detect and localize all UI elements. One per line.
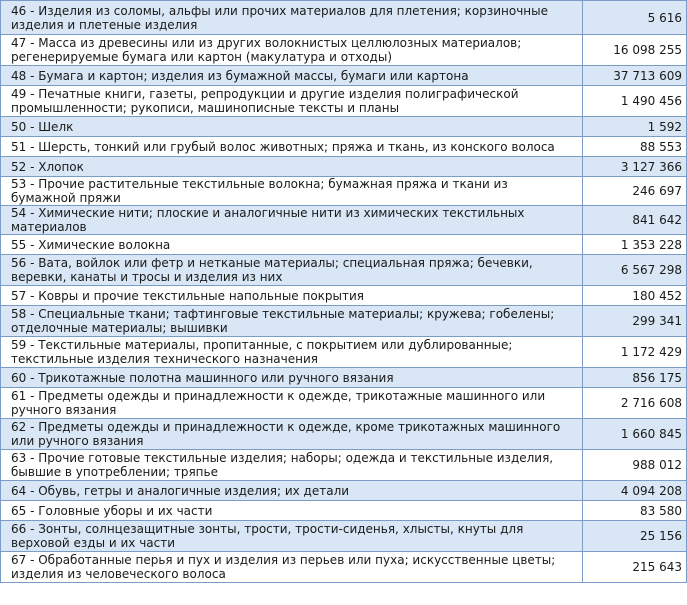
row-value-cell: 25 156 <box>583 521 687 552</box>
table-row <box>1 235 687 255</box>
row-name-cell: 58 - Специальные ткани; тафтинговые текстильные материалы; кружева; гобелены; отделочные материалы; вышивки <box>1 306 583 337</box>
row-name-cell: 49 - Печатные книги, газеты, репродукции и другие изделия полиграфической промышленности; рукописи, машинописные тексты и планы <box>1 86 583 117</box>
table-row <box>1 117 687 137</box>
table-row <box>1 137 687 157</box>
row-value-cell: 37 713 609 <box>583 66 687 86</box>
row-value-cell: 4 094 208 <box>583 481 687 501</box>
row-name-cell: 64 - Обувь, гетры и аналогичные изделия; их детали <box>1 481 583 501</box>
row-name-cell: 61 - Предметы одежды и принадлежности к одежде, трикотажные машинного или ручного вязания <box>1 388 583 419</box>
table-row <box>1 388 687 419</box>
row-name-cell: 62 - Предметы одежды и принадлежности к одежде, кроме трикотажных машинного или ручного вязания <box>1 419 583 450</box>
table-row <box>1 35 687 66</box>
table-row <box>1 1 687 35</box>
row-value-cell: 1 353 228 <box>583 235 687 255</box>
row-value-cell: 5 616 <box>583 1 687 35</box>
row-value-cell: 299 341 <box>583 306 687 337</box>
table-row <box>1 501 687 521</box>
row-name-cell: 59 - Текстильные материалы, пропитанные, с покрытием или дублированные; текстильные изделия технического назначения <box>1 337 583 368</box>
row-name-cell: 67 - Обработанные перья и пух и изделия из перьев или пуха; искусственные цветы; изделия из человеческого волоса <box>1 552 583 583</box>
table-row <box>1 306 687 337</box>
row-value-cell: 88 553 <box>583 137 687 157</box>
row-name-cell: 66 - Зонты, солнцезащитные зонты, трости, трости-сиденья, хлысты, кнуты для верховой езды и их части <box>1 521 583 552</box>
row-value-cell: 180 452 <box>583 286 687 306</box>
row-value-cell: 16 098 255 <box>583 35 687 66</box>
row-value-cell: 841 642 <box>583 206 687 235</box>
row-name-cell: 47 - Масса из древесины или из других волокнистых целлюлозных материалов; регенерируемые бумага или картон (макулатура и отходы) <box>1 35 583 66</box>
table-row <box>1 177 687 206</box>
row-name-cell: 65 - Головные уборы и их части <box>1 501 583 521</box>
table-row <box>1 286 687 306</box>
row-name-cell: 48 - Бумага и картон; изделия из бумажной массы, бумаги или картона <box>1 66 583 86</box>
table-row <box>1 552 687 583</box>
row-name-cell: 63 - Прочие готовые текстильные изделия; наборы; одежда и текстильные изделия, бывшие в употреблении; тряпье <box>1 450 583 481</box>
table-row <box>1 450 687 481</box>
table-row <box>1 368 687 388</box>
row-value-cell: 1 172 429 <box>583 337 687 368</box>
table-row <box>1 157 687 177</box>
row-name-cell: 51 - Шерсть, тонкий или грубый волос животных; пряжа и ткань, из конского волоса <box>1 137 583 157</box>
row-value-cell: 1 490 456 <box>583 86 687 117</box>
row-value-cell: 856 175 <box>583 368 687 388</box>
row-name-cell: 57 - Ковры и прочие текстильные напольные покрытия <box>1 286 583 306</box>
row-name-cell: 55 - Химические волокна <box>1 235 583 255</box>
table-row <box>1 521 687 552</box>
row-value-cell: 3 127 366 <box>583 157 687 177</box>
row-name-cell: 56 - Вата, войлок или фетр и нетканые материалы; специальная пряжа; бечевки, веревки, канаты и тросы и изделия из них <box>1 255 583 286</box>
table-row <box>1 481 687 501</box>
row-value-cell: 6 567 298 <box>583 255 687 286</box>
row-name-cell: 54 - Химические нити; плоские и аналогичные нити из химических текстильных материалов <box>1 206 583 235</box>
row-name-cell: 50 - Шелк <box>1 117 583 137</box>
row-name-cell: 52 - Хлопок <box>1 157 583 177</box>
table-row <box>1 419 687 450</box>
row-name-cell: 60 - Трикотажные полотна машинного или ручного вязания <box>1 368 583 388</box>
row-value-cell: 215 643 <box>583 552 687 583</box>
row-name-cell: 53 - Прочие растительные текстильные волокна; бумажная пряжа и ткани из бумажной пряжи <box>1 177 583 206</box>
row-value-cell: 83 580 <box>583 501 687 521</box>
row-value-cell: 1 592 <box>583 117 687 137</box>
table-row <box>1 86 687 117</box>
table-row <box>1 255 687 286</box>
row-value-cell: 988 012 <box>583 450 687 481</box>
row-value-cell: 246 697 <box>583 177 687 206</box>
row-value-cell: 2 716 608 <box>583 388 687 419</box>
table-row <box>1 337 687 368</box>
table-row <box>1 66 687 86</box>
row-name-cell: 46 - Изделия из соломы, альфы или прочих материалов для плетения; корзиночные изделия и плетеные изделия <box>1 1 583 35</box>
table-row <box>1 206 687 235</box>
row-value-cell: 1 660 845 <box>583 419 687 450</box>
